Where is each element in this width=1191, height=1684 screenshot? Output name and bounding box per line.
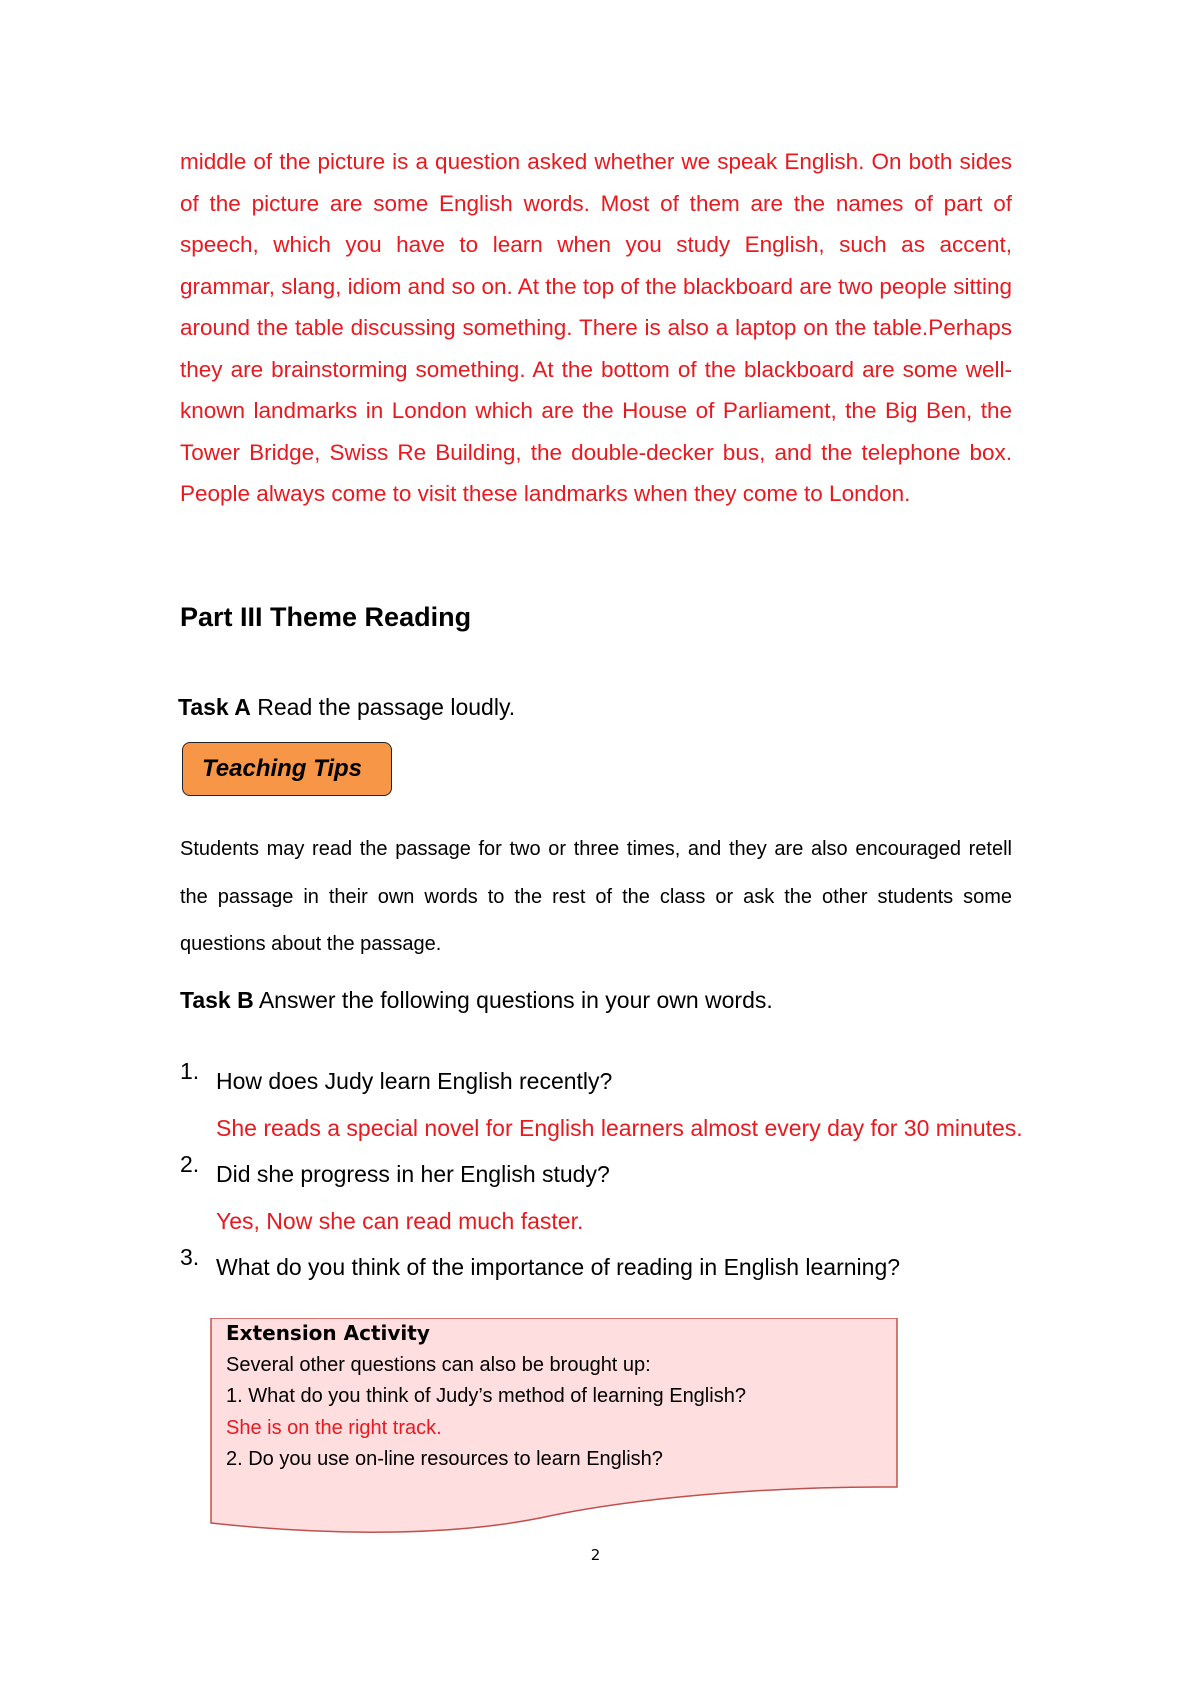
question-text: How does Judy learn English recently? — [216, 1068, 613, 1094]
question-answer: Yes, Now she can read much faster. — [216, 1207, 584, 1234]
extension-answer-1: She is on the right track. — [226, 1416, 442, 1439]
task-a-label: Task A — [178, 694, 251, 720]
extension-question-1: 1. What do you think of Judy’s method of learning English? — [226, 1385, 746, 1407]
intro-paragraph: middle of the picture is a question asked whether we speak English. On both sides of the picture are some English words. Most of them are the names of part of speech, which you have to learn when you study English, such as accent, grammar, slang, idiom and so on. At the top of the blackboard are two people sitting around the table discussing something. There is also a laptop on the table.Perhaps they are brainstorming something. At the bottom of the blackboard are some well-known landmarks in London which are the House of Parliament, the Big Ben, the Tower Bridge, Swiss Re Building, the double-decker bus, and the telephone box. People always come to visit these landmarks when they come to London. — [180, 149, 1012, 506]
question-number: 3. — [180, 1244, 200, 1270]
page-number: 2 — [590, 1546, 601, 1564]
question-answer: She reads a special novel for English learners almost every day for 30 minutes. — [216, 1114, 1023, 1141]
question-item — [180, 1058, 1080, 1151]
extension-title: Extension Activity — [226, 1321, 430, 1345]
task-b-text: Answer the following questions in your own words. — [253, 987, 773, 1013]
extension-activity-box — [210, 1318, 898, 1536]
task-a-instruction — [178, 692, 515, 722]
extension-intro: Several other questions can also be brought up: — [226, 1353, 651, 1376]
question-number: 1. — [180, 1058, 200, 1084]
question-text: What do you think of the importance of reading in English learning? — [216, 1254, 901, 1280]
extension-question-2: 2. Do you use on-line resources to learn English? — [226, 1448, 663, 1470]
question-item — [180, 1151, 1080, 1244]
question-number: 2. — [180, 1151, 200, 1177]
question-item — [180, 1244, 1080, 1291]
task-b-label: Task B — [180, 987, 254, 1013]
part-heading: Part III Theme Reading — [180, 602, 472, 632]
task-a-text: Read the passage loudly. — [250, 694, 516, 720]
question-list — [180, 1058, 1080, 1291]
teaching-tips-box: Teaching Tips — [182, 742, 392, 796]
task-b-instruction — [180, 985, 773, 1015]
extension-content — [226, 1318, 886, 1476]
teaching-tips-paragraph: Students may read the passage for two or three times, and they are also encouraged retell the passage in their own words to the rest of the class or ask the other students some questions about the passage. — [180, 838, 1012, 955]
question-text: Did she progress in her English study? — [216, 1161, 610, 1187]
